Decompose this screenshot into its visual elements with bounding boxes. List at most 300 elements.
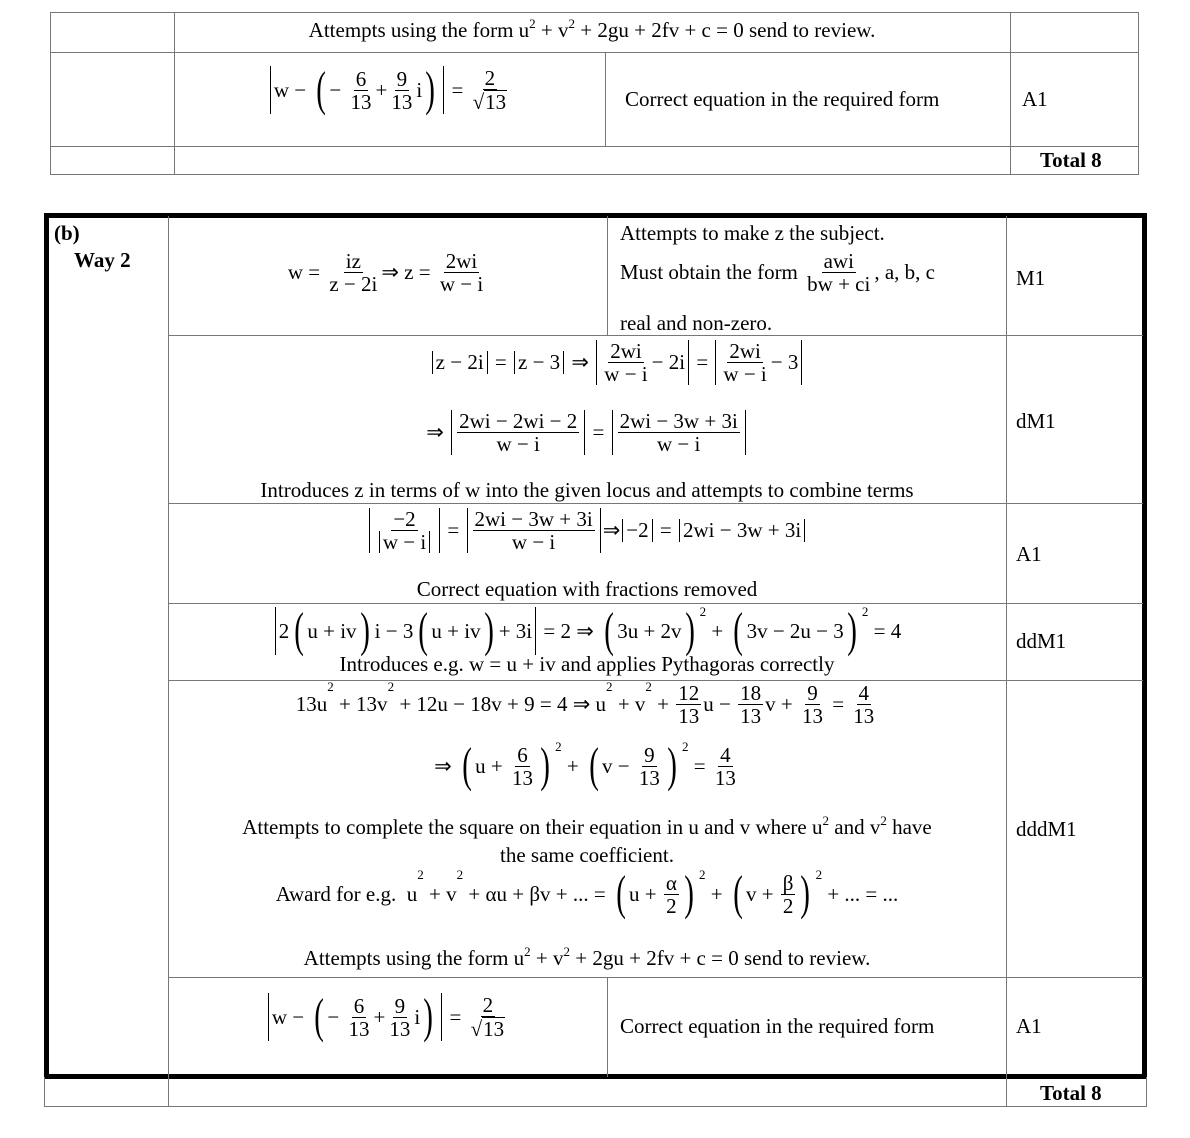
math-superscript: 2	[387, 679, 395, 694]
fraction-numerator	[738, 682, 763, 705]
left-bracket: (	[589, 739, 599, 792]
math-text: +	[561, 753, 584, 778]
math-modulus	[379, 531, 430, 553]
math-text: 3u + 2v	[617, 618, 682, 643]
math-text: + αu + βv + ... =	[463, 881, 611, 906]
math-text: = 2 ⇒	[538, 618, 600, 643]
math-text: 2	[278, 618, 290, 643]
fraction-numerator	[483, 67, 498, 90]
text-run: the subject.	[783, 221, 885, 245]
math-fraction	[664, 872, 679, 917]
text-run: Attempts to complete the square on their equation in	[242, 815, 689, 839]
math-superscript: 2	[699, 604, 707, 619]
math-text: v +	[745, 881, 779, 906]
math-text: −	[329, 77, 347, 102]
r5-line2	[168, 739, 1006, 792]
math-fraction	[510, 744, 535, 789]
math-text: − 2i	[651, 350, 686, 374]
math-parentheses	[730, 867, 814, 920]
math-text: iz	[345, 249, 361, 273]
math-parentheses	[311, 990, 436, 1043]
r5-comment2: the same coefficient.	[500, 843, 674, 867]
r1-text1	[620, 222, 885, 245]
math-text: i	[416, 77, 423, 102]
math-text: 13	[853, 704, 875, 729]
r5-mark: dddM1	[1016, 817, 1077, 841]
math-text: w − i	[496, 432, 540, 457]
fraction-numerator	[608, 340, 644, 363]
math-text: 13	[740, 704, 762, 729]
math-text: +	[705, 881, 728, 906]
math-text: u + iv	[307, 618, 357, 643]
math-superscript: 2	[880, 813, 887, 828]
math-text: ⇒	[566, 350, 595, 374]
math-text: + 12u − 18v + 9 = 4 ⇒ u	[394, 692, 607, 716]
math-text: w − i	[657, 432, 701, 457]
math-text: 2	[666, 893, 677, 918]
fraction-denominator	[781, 895, 796, 917]
math-expression	[308, 16, 876, 42]
fraction-numerator	[805, 682, 820, 705]
r6-formula	[168, 990, 607, 1043]
math-superscript: 2	[417, 867, 424, 882]
r5-line1	[168, 679, 1006, 729]
math-text: 13	[714, 765, 736, 790]
math-superscript: 2	[456, 867, 464, 882]
math-fraction	[473, 508, 595, 553]
fraction-denominator	[438, 273, 485, 295]
math-text: =	[446, 77, 469, 102]
math-text: α	[665, 870, 677, 895]
math-sqrt	[473, 90, 508, 113]
math-text: 2wi	[445, 249, 478, 273]
math-superscript: 2	[815, 867, 823, 882]
math-superscript: 2	[698, 867, 706, 882]
math-expression	[303, 944, 871, 970]
r5-review	[168, 944, 1006, 970]
math-modulus	[369, 508, 440, 553]
math-text: 3v − 2u − 3	[746, 618, 844, 643]
math-text: 13	[389, 1016, 411, 1041]
math-text: z	[354, 478, 364, 502]
divider	[168, 603, 1143, 604]
math-text: i − 3	[374, 618, 414, 643]
math-text: 13	[348, 1016, 370, 1041]
math-text: 2	[482, 993, 494, 1018]
math-text: v +	[765, 692, 798, 716]
math-fraction	[389, 68, 414, 113]
math-text: =	[587, 420, 610, 444]
math-modulus	[270, 63, 444, 116]
math-expression	[340, 653, 835, 676]
math-text: 2wi − 3w + 3i	[619, 409, 738, 433]
math-fraction	[618, 410, 740, 455]
math-text: 2wi − 2wi − 2	[459, 409, 578, 433]
text-run: send to review.	[738, 946, 871, 970]
math-text: =	[691, 350, 714, 374]
fraction-numerator	[676, 682, 701, 705]
r5-award	[168, 867, 1006, 920]
math-modulus	[275, 604, 536, 657]
text-run: Introduces	[260, 478, 355, 502]
math-text: + ... = ...	[822, 881, 899, 906]
text-run: send to review.	[743, 18, 876, 42]
divider	[168, 1077, 169, 1107]
fraction-denominator	[510, 767, 535, 789]
math-text: 2	[484, 66, 496, 91]
math-text: u	[688, 815, 699, 839]
r2-comment	[168, 479, 1006, 502]
math-parentheses	[459, 739, 553, 792]
math-expression	[242, 813, 932, 839]
text-run: Attempts using the form	[308, 18, 519, 42]
fraction-denominator	[805, 273, 872, 295]
text-run: Introduces e.g.	[339, 652, 470, 676]
fraction-denominator	[713, 767, 738, 789]
fraction-denominator	[637, 767, 662, 789]
total: Total 8	[1040, 148, 1102, 172]
divider	[168, 335, 1143, 336]
math-parentheses	[313, 63, 438, 116]
math-text: 2	[782, 893, 794, 918]
math-text: u +	[475, 753, 508, 778]
math-modulus	[514, 351, 564, 374]
r3-line	[168, 508, 1006, 553]
math-text: =	[654, 518, 677, 542]
math-text: u	[513, 946, 525, 970]
math-fraction	[805, 250, 872, 295]
math-modulus	[612, 410, 746, 455]
math-fraction	[713, 744, 738, 789]
math-text: 18	[740, 681, 762, 705]
fraction-numerator	[664, 872, 679, 895]
math-parentheses	[291, 604, 372, 657]
math-fraction	[738, 682, 763, 727]
math-text: =	[688, 753, 711, 778]
math-text: 9	[644, 742, 655, 767]
text-run: into the given locus and attempts to combine terms	[480, 478, 914, 502]
math-text: z − 2i	[435, 350, 484, 374]
text-run: where	[750, 815, 812, 839]
math-text: w − i	[723, 362, 767, 387]
right-bracket: )	[423, 990, 434, 1043]
right-bracket: )	[684, 867, 694, 920]
math-superscript: 2	[861, 604, 869, 619]
math-text: 13	[801, 704, 823, 729]
math-text: 13u	[295, 692, 328, 716]
right-bracket: )	[425, 63, 436, 116]
math-text: v	[869, 815, 881, 839]
math-text: + v	[530, 946, 564, 970]
math-parentheses	[730, 604, 859, 657]
mark: A1	[1022, 87, 1048, 111]
math-text: ⇒ z =	[381, 260, 436, 284]
fraction-numerator	[354, 68, 369, 91]
math-text: w − i	[439, 272, 484, 297]
math-text: 13	[511, 765, 533, 790]
math-text: 4	[720, 742, 731, 767]
divider	[607, 977, 608, 1077]
r3-comment: Correct equation with fractions removed	[416, 577, 758, 601]
fraction-denominator	[375, 531, 434, 553]
fraction-denominator	[387, 1018, 412, 1040]
r4-comment	[168, 653, 1006, 676]
text-run: and	[829, 815, 870, 839]
r5-comment1	[168, 813, 1006, 839]
math-text: z − 3	[518, 350, 561, 374]
math-fraction	[781, 872, 796, 917]
fraction-denominator	[602, 363, 649, 385]
left-bracket: (	[616, 867, 626, 920]
math-text: w	[465, 478, 481, 502]
math-text: u −	[703, 692, 737, 716]
math-expression	[260, 479, 913, 502]
r4-line	[168, 604, 1006, 657]
divider	[50, 52, 1139, 53]
math-fraction	[438, 250, 485, 295]
math-fraction	[327, 250, 379, 295]
math-fraction	[800, 682, 825, 727]
fraction-denominator	[851, 705, 876, 727]
text-run: have	[886, 815, 932, 839]
total-row	[44, 1077, 1147, 1107]
text-run: Award for e.g.	[275, 881, 407, 906]
math-fraction	[851, 682, 876, 727]
math-fraction	[375, 508, 434, 553]
fraction-numerator	[642, 744, 657, 767]
math-text: + v	[423, 881, 457, 906]
fraction-numerator	[781, 872, 796, 895]
math-modulus	[268, 990, 442, 1043]
divider	[50, 146, 1139, 147]
divider	[1010, 12, 1011, 175]
math-parentheses	[601, 604, 698, 657]
math-modulus	[467, 508, 601, 553]
text-run: Must obtain the form	[620, 260, 804, 284]
radicand: 13	[485, 90, 507, 115]
math-text: =	[826, 692, 850, 716]
divider	[605, 52, 606, 146]
fraction-numerator	[727, 340, 763, 363]
math-text: z	[774, 221, 784, 245]
text-run: and applies Pythagoras correctly	[555, 652, 835, 676]
math-text: 12	[678, 681, 700, 705]
radicand: 13	[483, 1017, 505, 1042]
divider	[1006, 216, 1007, 1106]
math-expression	[426, 410, 748, 455]
math-expression	[430, 340, 805, 385]
math-fraction	[469, 994, 508, 1040]
math-text: w =	[287, 260, 326, 284]
left-bracket: (	[733, 604, 744, 657]
math-text: 2wi − 3w + 3i	[682, 518, 802, 542]
math-text: +	[375, 77, 388, 102]
r1-text3: real and non-zero.	[620, 311, 773, 335]
math-text: +	[373, 1004, 386, 1029]
fraction-numerator	[718, 744, 733, 767]
math-text: =	[444, 1004, 467, 1029]
math-superscript: 2	[645, 679, 652, 694]
right-bracket: )	[800, 867, 811, 920]
fraction-numerator	[822, 250, 856, 273]
math-text: 6	[355, 66, 367, 91]
math-text: w −	[273, 77, 312, 102]
math-text: + 13v	[333, 692, 388, 716]
math-superscript: 2	[606, 679, 613, 694]
math-expression	[288, 250, 487, 295]
fraction-denominator	[469, 1017, 508, 1040]
left-bracket: (	[462, 739, 472, 792]
left-bracket: (	[604, 604, 614, 657]
math-text: w − i	[382, 530, 427, 555]
math-text: u + iv	[431, 618, 481, 643]
fraction-numerator	[393, 995, 408, 1018]
math-superscript: 2	[563, 944, 571, 959]
fraction-numerator	[481, 994, 496, 1017]
fraction-numerator	[444, 250, 480, 273]
math-text: + 3i	[498, 618, 533, 643]
math-expression	[295, 679, 879, 729]
math-modulus	[451, 410, 585, 455]
math-text: w − i	[604, 362, 648, 387]
math-superscript: 2	[568, 16, 576, 31]
math-fraction	[387, 995, 412, 1040]
math-fraction	[471, 67, 510, 113]
right-bracket: )	[667, 739, 677, 792]
right-bracket: )	[684, 604, 695, 657]
math-expression	[367, 508, 807, 553]
fraction-numerator	[352, 995, 367, 1018]
math-fraction	[349, 68, 374, 113]
comment: Correct equation in the required form	[625, 87, 940, 111]
math-text: +	[706, 618, 729, 643]
math-modulus	[715, 340, 802, 385]
math-text: i	[414, 1004, 421, 1029]
math-text: −2	[626, 518, 649, 542]
math-expression	[275, 867, 899, 920]
math-superscript: 2	[822, 813, 830, 828]
math-text: =	[442, 518, 465, 542]
divider	[168, 680, 1143, 681]
math-superscript: 2	[681, 739, 689, 754]
r6-comment: Correct equation in the required form	[620, 1014, 935, 1038]
text-run: Attempts using the form	[303, 946, 514, 970]
math-modulus	[596, 340, 689, 385]
math-modulus	[432, 351, 488, 374]
divider	[168, 977, 1143, 978]
math-text: +	[651, 692, 675, 716]
fraction-denominator	[349, 91, 374, 113]
math-text: 2wi	[729, 339, 761, 363]
math-text: v −	[602, 753, 635, 778]
math-text: u +	[629, 881, 662, 906]
math-text: + 2gu + 2fv + c = 0	[575, 18, 744, 42]
radical-sign: √	[472, 89, 485, 114]
radical-sign: √	[470, 1016, 483, 1041]
math-text: w −	[271, 1004, 310, 1029]
fraction-denominator	[738, 705, 763, 727]
fraction-denominator	[664, 895, 679, 917]
math-text: ⇒	[434, 753, 458, 778]
left-bracket: (	[294, 604, 305, 657]
fraction-numerator	[344, 250, 363, 273]
way-label: Way 2	[74, 248, 131, 272]
right-bracket: )	[846, 604, 857, 657]
math-expression	[268, 63, 511, 116]
r1-mark: M1	[1016, 266, 1046, 290]
math-text: 9	[396, 66, 408, 91]
math-text: β	[782, 870, 794, 895]
math-text: − 3	[770, 350, 799, 374]
math-fraction	[721, 340, 768, 385]
math-modulus	[622, 519, 652, 542]
fraction-numerator	[515, 744, 530, 767]
fraction-denominator	[494, 433, 541, 455]
left-bracket: (	[314, 990, 325, 1043]
right-bracket: )	[483, 604, 494, 657]
math-fraction	[347, 995, 372, 1040]
math-expression	[273, 604, 902, 657]
math-expression	[266, 990, 509, 1043]
math-sqrt	[471, 1017, 506, 1040]
math-text: z − 2i	[329, 272, 378, 297]
r2-mark: dM1	[1016, 409, 1056, 433]
math-text: 13	[638, 765, 660, 790]
r2-line1	[168, 340, 1006, 385]
math-expression	[620, 222, 885, 245]
fraction-denominator	[510, 531, 557, 553]
math-parentheses	[586, 739, 680, 792]
math-text: u	[518, 18, 530, 42]
math-parentheses	[613, 867, 697, 920]
fraction-numerator	[395, 68, 410, 91]
fraction-denominator	[721, 363, 768, 385]
math-text: 13	[350, 89, 372, 114]
fraction-denominator	[389, 91, 414, 113]
math-text: 4	[858, 681, 870, 705]
math-superscript: 2	[524, 944, 531, 959]
left-bracket: (	[418, 604, 429, 657]
r3-mark: A1	[1016, 542, 1042, 566]
math-fraction	[602, 340, 649, 385]
math-text: w − i	[511, 530, 556, 555]
text-run: Attempts to make	[620, 221, 775, 245]
fraction-numerator	[857, 682, 872, 705]
r6-mark: A1	[1016, 1014, 1042, 1038]
math-parentheses	[415, 604, 496, 657]
fraction-denominator	[327, 273, 379, 295]
math-text: =	[489, 350, 512, 374]
r1-formula	[168, 250, 607, 295]
math-text: + 2gu + 2fv + c = 0	[570, 946, 739, 970]
math-text: 2wi	[610, 339, 642, 363]
right-bracket: )	[359, 604, 370, 657]
math-superscript: 2	[529, 16, 536, 31]
text-run: in terms of	[363, 478, 466, 502]
math-expression	[620, 250, 935, 295]
math-superscript: 2	[555, 739, 562, 754]
math-superscript: 2	[327, 679, 334, 694]
left-bracket: (	[733, 867, 743, 920]
fraction-numerator	[391, 508, 417, 531]
math-text: −	[327, 1004, 345, 1029]
math-fraction	[457, 410, 579, 455]
fraction-numerator	[618, 410, 740, 433]
math-text: 13	[391, 89, 413, 114]
final-equation	[174, 63, 605, 116]
math-text: u	[406, 881, 418, 906]
math-text: 9	[807, 681, 818, 705]
